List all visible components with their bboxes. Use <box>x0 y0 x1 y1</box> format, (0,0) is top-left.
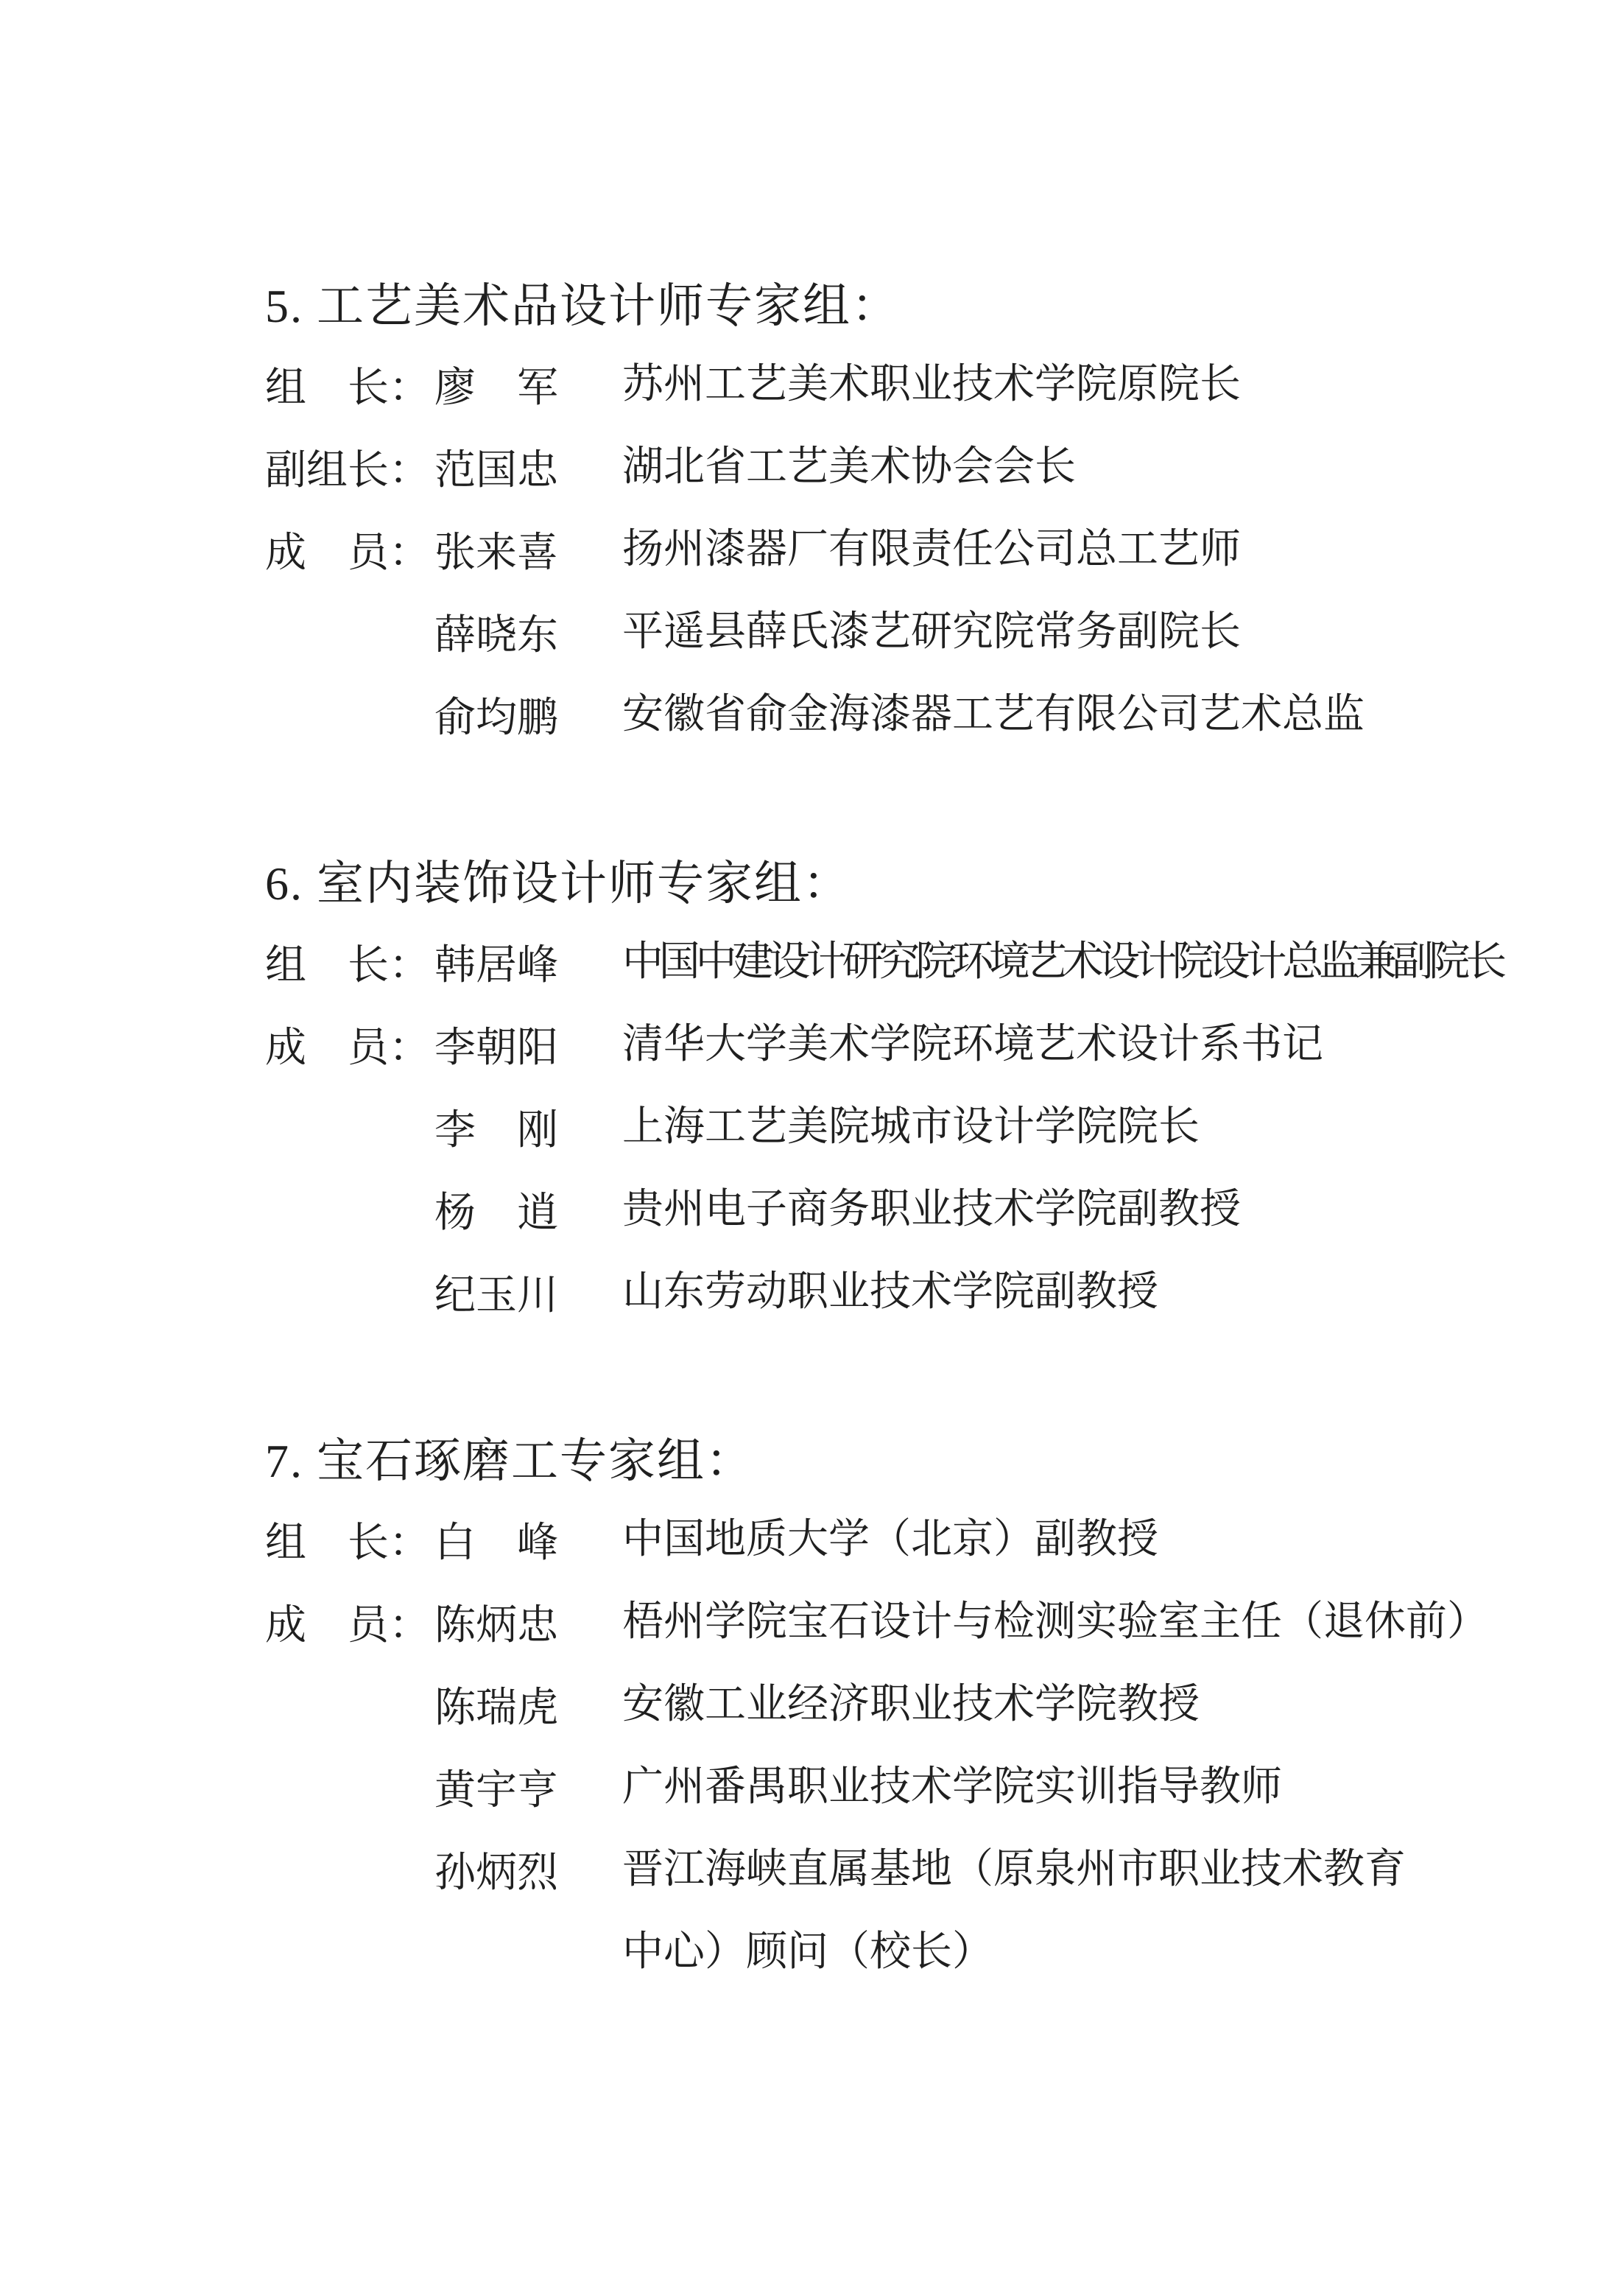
member-row <box>265 591 1502 673</box>
person-affiliation <box>622 1746 1502 1828</box>
person-name: 杨 逍 <box>434 1190 558 1236</box>
affiliation-line: 清华大学美术学院环境艺术设计系书记 <box>622 1022 1323 1067</box>
section-heading: 5. 工艺美术品设计师专家组： <box>265 280 900 332</box>
section-heading: 6. 室内装饰设计师专家组： <box>265 857 851 910</box>
person-name: 孙炳烈 <box>434 1850 558 1896</box>
role-label: 组 长： <box>265 365 430 411</box>
person-name: 廖 军 <box>434 365 558 411</box>
role-label: 成 员： <box>265 530 430 576</box>
affiliation-line: 平遥县薛氏漆艺研究院常务副院长 <box>622 609 1241 655</box>
member-row <box>265 508 1502 591</box>
role-label <box>265 1746 434 1828</box>
person-affiliation <box>622 1498 1502 1581</box>
member-row <box>265 426 1502 508</box>
section-heading: 7. 宝石琢磨工专家组： <box>265 1435 754 1487</box>
role-label <box>265 591 434 673</box>
role-label <box>265 1251 434 1333</box>
affiliation-line: 广州番禺职业技术学院实训指导教师 <box>622 1764 1282 1810</box>
member-row <box>265 1003 1502 1086</box>
person-name: 李朝阳 <box>434 1025 558 1071</box>
role-label <box>265 1086 434 1168</box>
member-row <box>265 1581 1502 1663</box>
member-row <box>265 1828 1502 1993</box>
person-name: 李 刚 <box>434 1108 558 1154</box>
affiliation-line: 山东劳动职业技术学院副教授 <box>622 1269 1158 1315</box>
person-affiliation <box>622 1086 1502 1168</box>
affiliation-line: 晋江海峡直属基地（原泉州市职业技术教育 <box>622 1847 1406 1892</box>
affiliation-line: 中国地质大学（北京）副教授 <box>622 1517 1158 1562</box>
role-label: 成 员： <box>265 1603 430 1649</box>
expert-group-section <box>265 1416 1502 1993</box>
person-name: 俞均鹏 <box>434 695 558 741</box>
expert-group-section <box>265 261 1502 756</box>
member-row <box>265 1498 1502 1581</box>
affiliation-line: 扬州漆器厂有限责任公司总工艺师 <box>622 527 1241 572</box>
member-row <box>265 1086 1502 1168</box>
person-affiliation <box>622 508 1502 591</box>
person-name: 黄宇亨 <box>434 1768 558 1814</box>
person-affiliation <box>622 426 1502 508</box>
role-label <box>265 1828 434 1911</box>
affiliation-line: 安徽省俞金海漆器工艺有限公司艺术总监 <box>622 692 1365 737</box>
member-row <box>265 921 1502 1003</box>
person-name: 陈炳忠 <box>434 1603 558 1649</box>
member-row <box>265 1746 1502 1828</box>
role-label: 成 员： <box>265 1025 430 1071</box>
affiliation-line: 梧州学院宝石设计与检测实验室主任（退休前） <box>622 1599 1488 1645</box>
person-name: 纪玉川 <box>434 1273 558 1319</box>
person-affiliation <box>622 1663 1502 1746</box>
role-label <box>265 673 434 756</box>
expert-group-section <box>265 838 1502 1333</box>
member-row <box>265 1663 1502 1746</box>
person-affiliation <box>622 343 1502 426</box>
document-content <box>265 261 1502 1993</box>
role-label <box>265 1168 434 1251</box>
person-name: 张来喜 <box>434 530 558 576</box>
person-name: 陈瑞虎 <box>434 1685 558 1731</box>
role-label: 组 长： <box>265 1520 430 1566</box>
affiliation-line: 上海工艺美院城市设计学院院长 <box>622 1104 1200 1150</box>
role-label: 组 长： <box>265 943 430 989</box>
member-row <box>265 1168 1502 1251</box>
member-row <box>265 343 1502 426</box>
person-affiliation <box>622 591 1502 673</box>
person-affiliation <box>622 1581 1502 1663</box>
person-affiliation <box>622 673 1502 756</box>
affiliation-line: 中国中建设计研究院环境艺术设计院设计总监兼副院长 <box>622 939 1503 985</box>
affiliation-line: 贵州电子商务职业技术学院副教授 <box>622 1187 1241 1232</box>
affiliation-line: 湖北省工艺美术协会会长 <box>622 444 1076 490</box>
affiliation-line: 中心）顾问（校长） <box>622 1929 993 1975</box>
person-affiliation <box>622 1828 1502 1993</box>
person-affiliation <box>622 1168 1502 1251</box>
affiliation-line: 安徽工业经济职业技术学院教授 <box>622 1682 1200 1727</box>
person-name: 韩居峰 <box>434 943 558 989</box>
person-affiliation <box>622 921 1502 1003</box>
person-affiliation <box>622 1003 1502 1086</box>
role-label: 副组长： <box>265 448 430 494</box>
role-label <box>265 1663 434 1746</box>
member-row <box>265 673 1502 756</box>
person-name: 白 峰 <box>434 1520 558 1566</box>
member-row <box>265 1251 1502 1333</box>
person-affiliation <box>622 1251 1502 1333</box>
person-name: 范国忠 <box>434 448 558 494</box>
person-name: 薛晓东 <box>434 613 558 659</box>
affiliation-line: 苏州工艺美术职业技术学院原院长 <box>622 362 1241 407</box>
